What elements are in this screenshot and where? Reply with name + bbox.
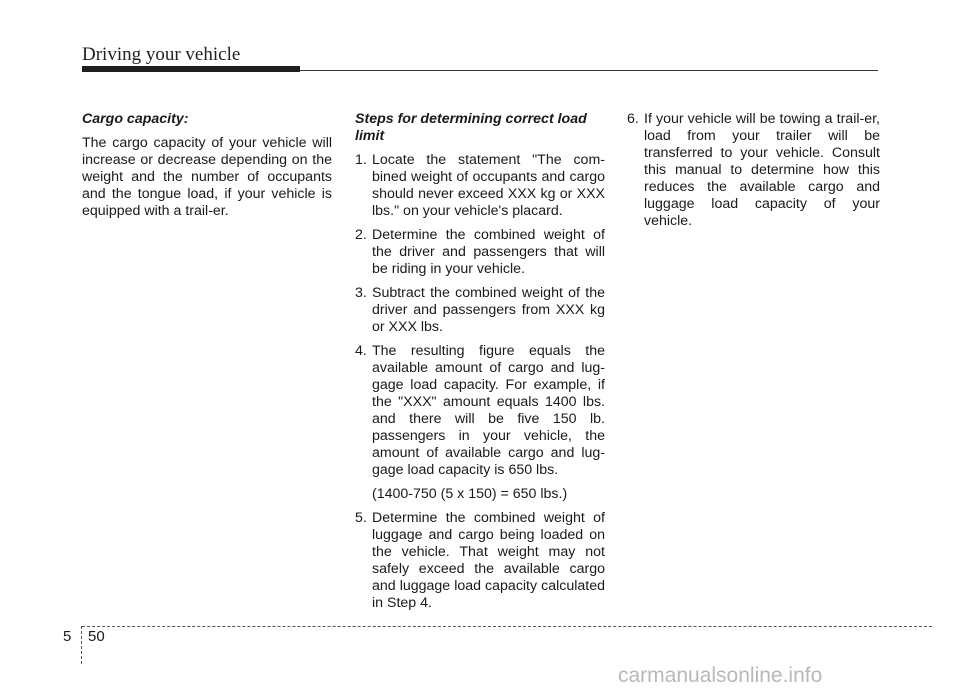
cargo-capacity-heading: Cargo capacity: <box>82 111 189 127</box>
load-limit-heading: Steps for determining correct load limit <box>355 111 587 144</box>
step-item <box>627 111 880 230</box>
header-rule <box>300 70 878 71</box>
page-section-number: 5 <box>63 628 72 645</box>
step-item <box>355 285 605 336</box>
steps-list-towing <box>627 111 880 230</box>
step-text: If your vehicle will be towing a trail-er, load from your trailer will be transferred to your vehicle. Consult this manual to determine how this reduces the available cargo and luggage load capacity of your vehicle. <box>644 111 880 229</box>
step-item <box>355 227 605 278</box>
step-number: 1. <box>355 152 367 168</box>
steps-list-continued <box>355 510 605 612</box>
page-header-title: Driving your vehicle <box>82 44 241 65</box>
cargo-capacity-paragraph: The cargo capacity of your vehicle will increase or decrease depending on the weight and the number of occupants and the tongue load, if your vehicle is equipped with a trail-er. <box>82 135 332 219</box>
step-text: Locate the statement "The com-bined weight of occupants and cargo should never exceed XXX kg or XXX lbs." on your vehicle's placard. <box>372 152 605 219</box>
step-item <box>355 510 605 612</box>
calculation-example: (1400-750 (5 x 150) = 650 lbs.) <box>372 486 568 502</box>
step-text: Determine the combined weight of luggage and cargo being loaded on the vehicle. That weight may not safely exceed the available cargo and luggage load capacity calculated in Step 4. <box>372 510 605 611</box>
step-number: 2. <box>355 227 367 243</box>
steps-list <box>355 152 605 479</box>
step-number: 3. <box>355 285 367 301</box>
step-text: The resulting figure equals the available amount of cargo and lug-gage load capacity. For example, if the "XXX" amount equals 1400 lbs. and there will be five 150 lb. passengers in your vehicle, the amount of available cargo and lug-gage load capacity is 650 lbs. <box>372 343 605 478</box>
step-text: Determine the combined weight of the driver and passengers that will be riding in your vehicle. <box>372 227 605 277</box>
footer-rule <box>82 626 932 627</box>
step-item <box>355 343 605 479</box>
step-item <box>355 152 605 220</box>
footer-divider <box>81 626 82 664</box>
column-cargo-capacity <box>82 111 332 220</box>
page-number: 50 <box>88 628 105 645</box>
step-number: 6. <box>627 111 639 127</box>
step-number: 5. <box>355 510 367 526</box>
step-number: 4. <box>355 343 367 359</box>
step-text: Subtract the combined weight of the driver and passengers from XXX kg or XXX lbs. <box>372 285 605 335</box>
watermark-text: carmanualsonline.info <box>618 664 823 687</box>
header-bar <box>82 66 300 72</box>
column-towing-step <box>627 111 880 237</box>
column-load-limit-steps <box>355 111 605 619</box>
